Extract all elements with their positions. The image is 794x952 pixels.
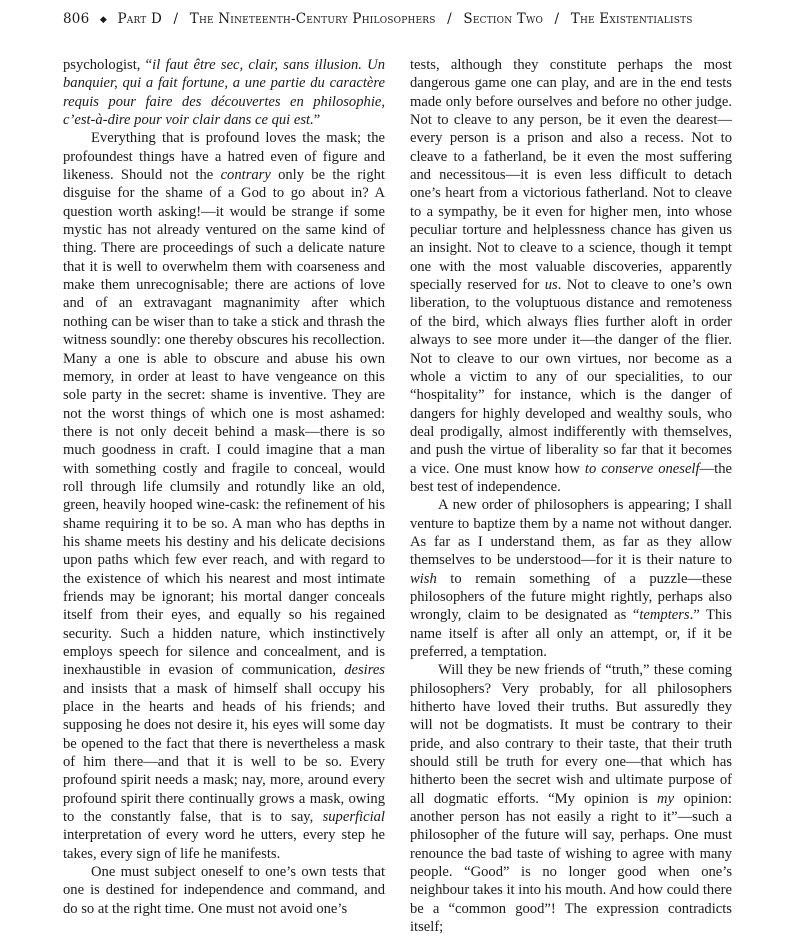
- text-run: opinion: another person has not easily a right to it”—such a philosopher of the future will say, perhaps. One must renounce the bad taste of wishing to agree with many people. “Good” is no longer good when one’s neighbour takes it into his mouth. And how could there be a “common good”! The expression contradicts itself;: [410, 790, 732, 936]
- text-run: Everything that is profound loves the mask; the profoundest things have a hatred even of figure and likeness. Should not the: [63, 130, 385, 184]
- text-run: A new order of philosophers is appearing; I shall venture to baptize them by a name not without danger. As far as I understand them, as far as they allow themselves to be understood—for it is their nature to: [410, 497, 732, 569]
- french-quotation: il faut être sec, clair, sans illusion. Un banquier, qui a fait fortune, a une partie du caractère requis pour faire des découvertes en philosophie, c’est-à-dire pour voir clair dans ce qui est.: [63, 57, 385, 129]
- text-run: ”: [313, 112, 321, 129]
- paragraph: [63, 56, 385, 129]
- text-run: .” This name itself is after all only an attempt, or, if it be preferred, a temptation.: [410, 607, 732, 660]
- text-run: —the best test of independence.: [410, 460, 732, 495]
- paragraph: One must subject oneself to one’s own tests that one is destined for independence and command, and do so at the right time. One must not avoid one’s: [63, 864, 385, 917]
- italic-word: contrary: [220, 167, 271, 184]
- text-run: to remain something of a puzzle—these philosophers of the future might rightly, perhaps also wrongly, claim to be designated as “: [410, 570, 732, 624]
- italic-phrase: to conserve oneself: [584, 460, 700, 477]
- header-separator: /: [173, 11, 179, 27]
- italic-word: my: [657, 790, 675, 807]
- header-section: Section Two: [463, 11, 544, 27]
- paragraph: [410, 661, 732, 936]
- text-run: psychologist, “: [63, 57, 153, 73]
- italic-word: desires: [344, 662, 385, 679]
- header-title: The Nineteenth-Century Philosophers: [189, 11, 436, 27]
- italic-word: us: [544, 277, 558, 294]
- header-separator: /: [447, 11, 452, 27]
- header-subtitle: The Existentialists: [570, 11, 693, 27]
- diamond-bullet-icon: ◆: [99, 15, 107, 25]
- paragraph: [410, 56, 732, 496]
- italic-word: tempters: [639, 607, 690, 624]
- left-text-column: [63, 56, 385, 918]
- right-text-column: [410, 56, 732, 937]
- header-part: Part D: [117, 11, 163, 27]
- text-run: tests, although they constitute perhaps the most dangerous game one can play, and are in the end tests made only before ourselves and before no other judge. Not to cleave to any person, be it even the dearest—every person is a prison and also a recess. Not to cleave to a fatherland, be it even the most suffering and necessitous—it is even less difficult to detach one’s heart from a victorious fatherland. Not to cleave to a sympathy, be it even for higher men, into whose peculiar torture and helplessness chance has given us an insight. Not to cleave to a science, though it tempt one with the most valuable discoveries, apparently specially reserved for: [410, 57, 732, 294]
- running-header: [63, 11, 733, 35]
- italic-word: superficial: [322, 809, 385, 826]
- text-run: Will they be new friends of “truth,” these coming philosophers? Very probably, for all philosophers hitherto have loved their truths. But assuredly they will not be dogmatists. It must be contrary to their pride, and also contrary to their taste, that their truth should still be truth for every one—that which has hitherto been the secret wish and ultimate purpose of all dogmatic efforts. “My opinion is: [410, 662, 732, 807]
- paragraph: [63, 129, 385, 863]
- italic-word: wish: [410, 570, 437, 587]
- paragraph: [410, 496, 732, 661]
- header-separator: /: [554, 11, 560, 27]
- text-run: . Not to cleave to one’s own liberation, to the voluptuous distance and remoteness of the bird, which always flies further aloft in order always to see more under it—the danger of the flier. Not to cleave to our own virtues, nor become as a whole a victim to any of our specialities, to our “hospitality” for instance, which is the danger of dangers for highly developed and wealthy souls, who deal prodigally, almost indifferently with themselves, and push the virtue of liberality so far that it becomes a vice. One must know how: [410, 277, 732, 477]
- page-number: 806: [63, 11, 90, 27]
- text-run: interpretation of every word he utters, every step he takes, every sign of life he manifests.: [63, 827, 385, 862]
- text-run: and insists that a mask of himself shall occupy his place in the hearts and heads of his friends; and supposing he does not desire it, his eyes will some day be opened to the fact that there is nevertheless a mask of him there—and that it is well to be so. Every profound spirit needs a mask; nay, more, around every profound spirit there continually grows a mask, owing to the constantly false, that is to say,: [63, 680, 385, 826]
- text-run: only be the right disguise for the shame of a God to go about in? A question worth asking!—it would be strange if some mystic has not already ventured on the same kind of thing. There are proceedings of such a delicate nature that it is well to overwhelm them with coarseness and make them unrecognisable; there are actions of love and of an extravagant magnanimity after which nothing can be wiser than to take a stick and thrash the witness soundly: one thereby obscures his recollection. Many a one is able to obscure and abuse his own memory, in order at least to have vengeance on this sole party in the secret: shame is inventive. They are not the worst things of which one is most ashamed: there is not only deceit behind a mask—there is so much goodness in craft. I could imagine that a man with something costly and fragile to conceal, would roll through life clumsily and rotundly like an old, green, heavily hooped wine-cask: the refinement of his shame requiring it to be so. A man who has depths in his shame meets his destiny and his delicate decisions upon paths which few ever reach, and with regard to the existence of which his nearest and most intimate friends may be ignorant; his mortal danger conceals itself from their eyes, and equally so his regained security. Such a hidden nature, which instinctively employs speech for silence and concealment, and is inexhaustible in evasion of communication,: [63, 167, 385, 679]
